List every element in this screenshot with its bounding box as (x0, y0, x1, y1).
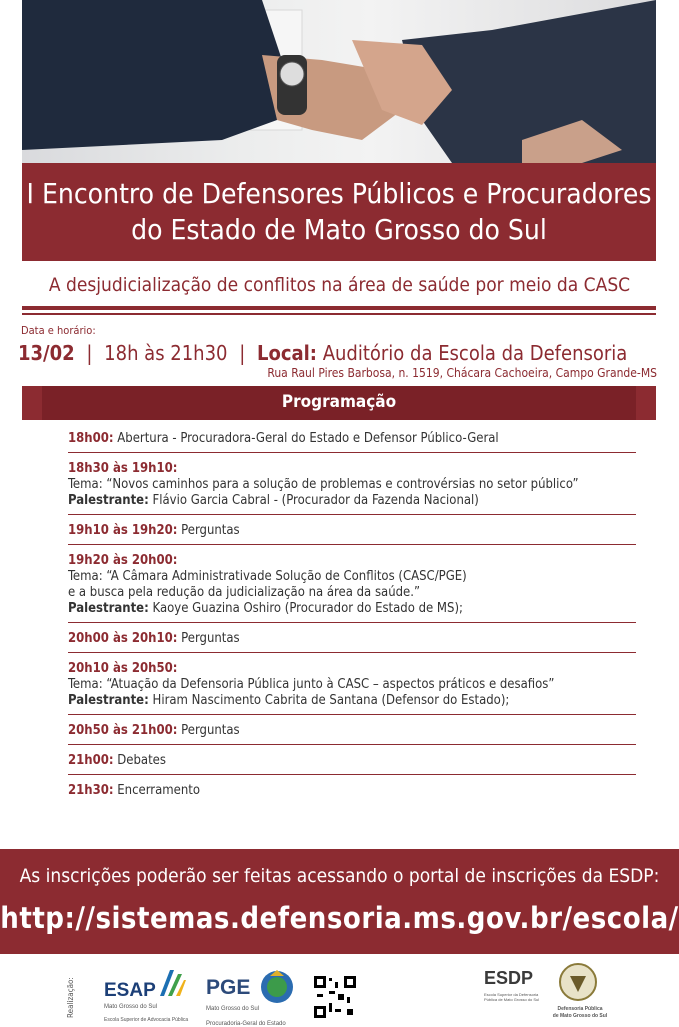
esap-wordmark: ESAP (104, 980, 156, 1001)
item-tema-cont: e a busca pela redução da judicialização na área da saúde.” (68, 585, 421, 600)
handshake-illustration (22, 0, 656, 163)
esap-emblem-icon (156, 966, 186, 1000)
item-text: Encerramento (117, 783, 201, 798)
esdp-logo (482, 964, 542, 1020)
item-time: 19h20 às 20h00: (68, 553, 178, 568)
realizacao-label: Realização: (66, 977, 75, 1018)
title-banner (22, 163, 656, 261)
defensoria-sub1: Defensoria Pública (557, 1006, 603, 1012)
pge-sub2: Procuradoria-Geral do Estado (206, 1021, 286, 1027)
esdp-sub: Escola Superior da Defensoria Pública de Mato Grosso do Sul (484, 992, 540, 1002)
event-time: 18h às 21h30 (104, 341, 228, 365)
item-palestrante (68, 493, 636, 509)
date-label: Data e horário: (21, 324, 96, 337)
item-time: 19h10 às 19h20: (68, 523, 178, 538)
item-tema: Tema: “Atuação da Defensoria Pública junto à CASC – aspectos práticos e desafios” (68, 677, 555, 692)
registration-text: As inscrições poderão ser feitas acessando o portal de inscrições da ESDP: (19, 865, 660, 887)
item-tema: Tema: “A Câmara Administrativade Solução de Conflitos (CASC/PGE) (68, 569, 467, 584)
esap-sub2: Escola Superior de Advocacia Pública (104, 1017, 189, 1023)
divider (22, 306, 656, 310)
item-time: 21h00: (68, 753, 114, 768)
esdp-wordmark: ESDP (484, 968, 534, 988)
date-time-location (18, 341, 627, 365)
item-time: 18h00: (68, 431, 114, 446)
title-line-2: do Estado de Mato Grosso do Sul (131, 213, 547, 246)
item-time: 20h50 às 21h00: (68, 723, 178, 738)
item-text: Perguntas (181, 523, 240, 538)
palestrante-name: Hiram Nascimento Cabrita de Santana (Defensor do Estado); (152, 693, 510, 708)
palestrante-label: Palestrante: (68, 693, 149, 708)
item-time: 21h30: (68, 783, 114, 798)
schedule-item (68, 428, 636, 453)
defensoria-logo (548, 962, 612, 1022)
title-line-1: I Encontro de Defensores Públicos e Procuradores (26, 177, 652, 210)
local-label: Local: (257, 341, 317, 365)
item-palestrante (68, 693, 636, 709)
schedule-item (68, 545, 636, 623)
palestrante-label: Palestrante: (68, 493, 149, 508)
event-local: Auditório da Escola da Defensoria (322, 341, 628, 365)
separator: | (239, 341, 246, 365)
esap-logo (104, 966, 188, 1022)
separator: | (86, 341, 93, 365)
event-title (22, 176, 656, 248)
qr-code-icon (314, 976, 356, 1018)
schedule-item (68, 515, 636, 545)
item-time: 20h00 às 20h10: (68, 631, 178, 646)
schedule-item (68, 453, 636, 515)
palestrante-name: Kaoye Guazina Oshiro (Procurador do Estado de MS); (152, 601, 463, 616)
state-coat-of-arms-icon (260, 968, 294, 1006)
item-text: Abertura - Procuradora-Geral do Estado e Defensor Público-Geral (117, 431, 499, 446)
schedule-item (68, 623, 636, 653)
item-text: Perguntas (181, 631, 240, 646)
schedule-item (68, 715, 636, 745)
item-palestrante (68, 601, 636, 617)
schedule-item (68, 775, 636, 804)
pge-wordmark: PGE (206, 976, 251, 999)
event-date: 13/02 (18, 341, 75, 365)
registration-banner (0, 849, 679, 954)
footer (0, 960, 679, 1027)
programacao-banner (22, 386, 656, 420)
defensoria-sub2: de Mato Grosso do Sul (552, 1013, 608, 1019)
pge-sub: Mato Grosso do Sul (206, 1006, 260, 1012)
esap-sub: Mato Grosso do Sul (104, 1004, 158, 1010)
defensoria-emblem-icon (558, 962, 598, 1002)
programacao-title: Programação (281, 392, 397, 412)
palestrante-name: Flávio Garcia Cabral - (Procurador da Fazenda Nacional) (152, 493, 479, 508)
registration-url[interactable]: http://sistemas.defensoria.ms.gov.br/escola/ (0, 901, 679, 935)
item-text: Perguntas (181, 723, 240, 738)
schedule-item (68, 653, 636, 715)
item-time: 20h10 às 20h50: (68, 661, 178, 676)
pge-logo (206, 966, 298, 1027)
divider (22, 313, 656, 315)
item-tema: Tema: “Novos caminhos para a solução de problemas e controvérsias no setor público” (68, 477, 579, 492)
handshake-photo (22, 0, 656, 163)
schedule-item (68, 745, 636, 775)
item-text: Debates (117, 753, 166, 768)
event-address: Rua Raul Pires Barbosa, n. 1519, Chácara Cachoeira, Campo Grande-MS (267, 366, 657, 380)
item-time: 18h30 às 19h10: (68, 461, 178, 476)
schedule-list (68, 428, 636, 804)
event-subtitle: A desjudicialização de conflitos na área de saúde por meio da CASC (48, 274, 631, 296)
palestrante-label: Palestrante: (68, 601, 149, 616)
